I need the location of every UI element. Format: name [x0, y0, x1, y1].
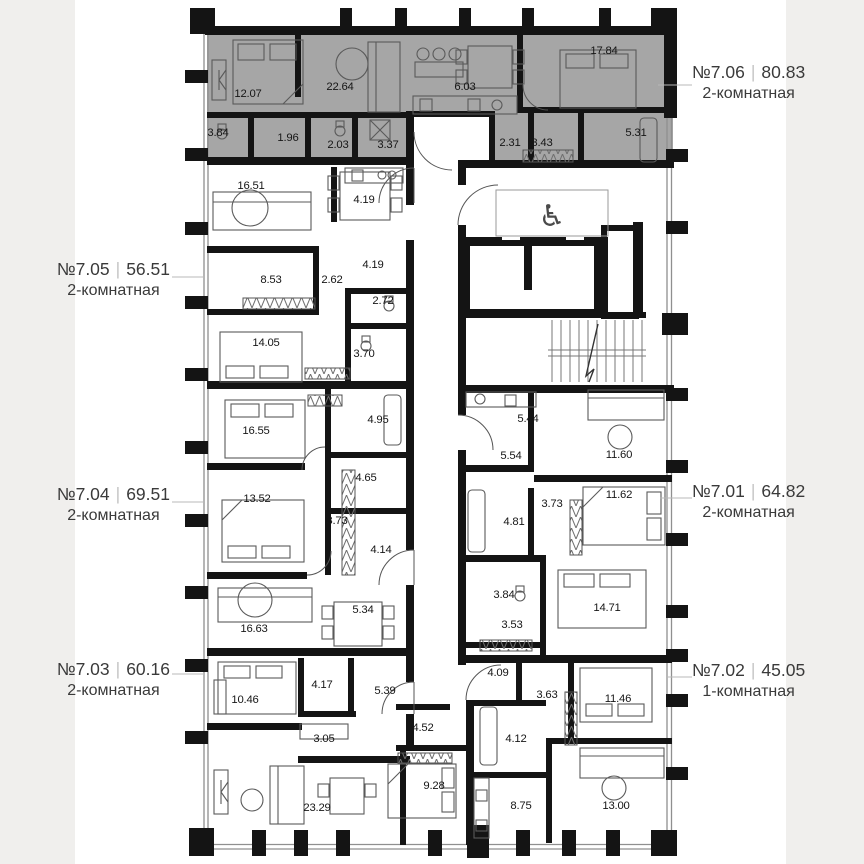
- apartment-area: 56.51: [126, 259, 170, 279]
- sofa-icon: [580, 748, 664, 778]
- wardrobe-icon: [214, 680, 226, 714]
- room-area-label: 3.73: [326, 515, 348, 527]
- wardrobe-icon: [214, 770, 228, 814]
- apartment-area: 45.05: [761, 660, 806, 680]
- room-area-label: 4.52: [412, 722, 434, 734]
- apartment-label-7-03: [57, 659, 170, 701]
- room-area-label: 11.62: [605, 489, 633, 501]
- apartment-type: 2-комнатная: [67, 282, 160, 299]
- separator: |: [750, 481, 756, 501]
- apartment-area: 64.82: [761, 481, 806, 501]
- room-area-label: 4.81: [503, 516, 525, 528]
- wheelchair-icon: ♿: [538, 200, 566, 233]
- room-area-label: 5.54: [500, 450, 522, 462]
- room-area-label: 3.84: [493, 589, 515, 601]
- elevator-shafts: [467, 228, 636, 316]
- apartment-number: №7.06: [692, 62, 745, 82]
- apartment-title: [57, 484, 170, 505]
- room-area-label: 13.00: [602, 800, 630, 812]
- apartment-label-7-06: [692, 62, 805, 104]
- sofa-icon: [588, 390, 664, 420]
- bed-icon: [558, 570, 646, 628]
- apartment-title: [692, 481, 805, 502]
- table-icon: [232, 190, 268, 226]
- apartment-type: 2-комнатная: [702, 85, 795, 102]
- apartment-number: №7.04: [56, 484, 110, 504]
- room-area-label: 4.12: [505, 733, 527, 745]
- table-icon: [241, 789, 263, 811]
- room-area-label: 1.96: [277, 132, 299, 144]
- room-area-label: 3.84: [207, 127, 229, 139]
- apartment-number: №7.05: [56, 259, 110, 279]
- apartment-type: 1-комнатная: [702, 683, 795, 700]
- bed-icon: [388, 764, 456, 818]
- stairs-icon: [548, 320, 646, 382]
- room-area-label: 4.14: [370, 544, 392, 556]
- kitchen-counter-icon: [466, 392, 536, 407]
- room-area-label: 3.53: [501, 619, 523, 631]
- separator: |: [750, 660, 756, 680]
- apartment-area: 60.16: [126, 659, 170, 679]
- room-area-label: 22.64: [326, 81, 354, 93]
- room-area-label: 4.19: [353, 194, 375, 206]
- room-area-label: 2.62: [321, 274, 343, 286]
- bathtub-icon: [468, 490, 485, 552]
- room-area-label: 10.46: [231, 694, 259, 706]
- table-icon: [608, 425, 632, 449]
- bed-icon: [222, 500, 304, 562]
- room-area-label: 3.05: [313, 733, 335, 745]
- apartment-type: 2-комнатная: [67, 682, 160, 699]
- apartment-type: 2-комнатная: [702, 504, 795, 521]
- room-area-label: 13.52: [243, 493, 271, 505]
- room-area-label: 14.05: [252, 337, 280, 349]
- room-area-label: 17.84: [590, 45, 618, 57]
- bed-icon: [218, 662, 296, 714]
- apartment-type: 2-комнатная: [67, 507, 160, 524]
- room-area-label: 2.31: [499, 137, 521, 149]
- apartment-title: [57, 259, 170, 280]
- apartment-area: 80.83: [761, 62, 806, 82]
- apartment-title: [692, 62, 805, 83]
- room-area-label: 3.63: [536, 689, 558, 701]
- room-area-label: 2.03: [327, 139, 349, 151]
- room-area-label: 14.71: [593, 602, 621, 614]
- room-area-label: 11.60: [605, 449, 633, 461]
- sofa-icon: [270, 766, 304, 824]
- room-area-label: 4.19: [362, 259, 384, 271]
- room-area-label: 9.28: [423, 780, 445, 792]
- apartment-number: №7.03: [56, 659, 110, 679]
- bathtub-icon: [480, 707, 497, 765]
- apartment-number: №7.01: [692, 481, 745, 501]
- apartment-area: 69.51: [126, 484, 170, 504]
- room-area-label: 8.75: [510, 800, 532, 812]
- room-area-label: 3.37: [377, 139, 399, 151]
- room-area-label: 6.03: [454, 81, 476, 93]
- room-area-label: 3.70: [353, 348, 375, 360]
- apartment-label-7-05: [57, 259, 170, 301]
- separator: |: [115, 484, 121, 504]
- room-area-label: 16.63: [240, 623, 268, 635]
- room-area-label: 23.29: [303, 802, 331, 814]
- room-area-label: 3.73: [541, 498, 563, 510]
- apartment-number: №7.02: [692, 660, 745, 680]
- room-area-label: 3.43: [531, 137, 553, 149]
- separator: |: [115, 659, 121, 679]
- table-icon: [602, 776, 626, 800]
- room-area-label: 4.95: [367, 414, 389, 426]
- room-area-label: 5.44: [517, 413, 539, 425]
- room-area-label: 4.09: [487, 667, 509, 679]
- accessibility-area: [496, 190, 608, 236]
- room-area-label: 11.46: [604, 693, 632, 705]
- apartment-label-7-02: [692, 660, 805, 702]
- room-area-label: 4.65: [355, 472, 377, 484]
- apartment-label-7-04: [57, 484, 170, 526]
- apartment-label-7-01: [692, 481, 805, 523]
- apartment-title: [57, 659, 170, 680]
- separator: |: [115, 259, 121, 279]
- room-area-label: 5.31: [625, 127, 647, 139]
- room-area-label: 8.53: [260, 274, 282, 286]
- room-area-label: 12.07: [234, 88, 262, 100]
- room-area-label: 2.72: [372, 295, 394, 307]
- separator: |: [750, 62, 756, 82]
- apartment-title: [692, 660, 805, 681]
- sofa-icon: [218, 588, 312, 622]
- sofa-icon: [213, 192, 311, 230]
- room-area-label: 16.55: [242, 425, 270, 437]
- room-area-label: 4.17: [311, 679, 333, 691]
- room-area-label: 16.51: [237, 180, 265, 192]
- toilet-icon: [515, 586, 525, 601]
- room-area-label: 5.39: [374, 685, 396, 697]
- room-area-label: 5.34: [352, 604, 374, 616]
